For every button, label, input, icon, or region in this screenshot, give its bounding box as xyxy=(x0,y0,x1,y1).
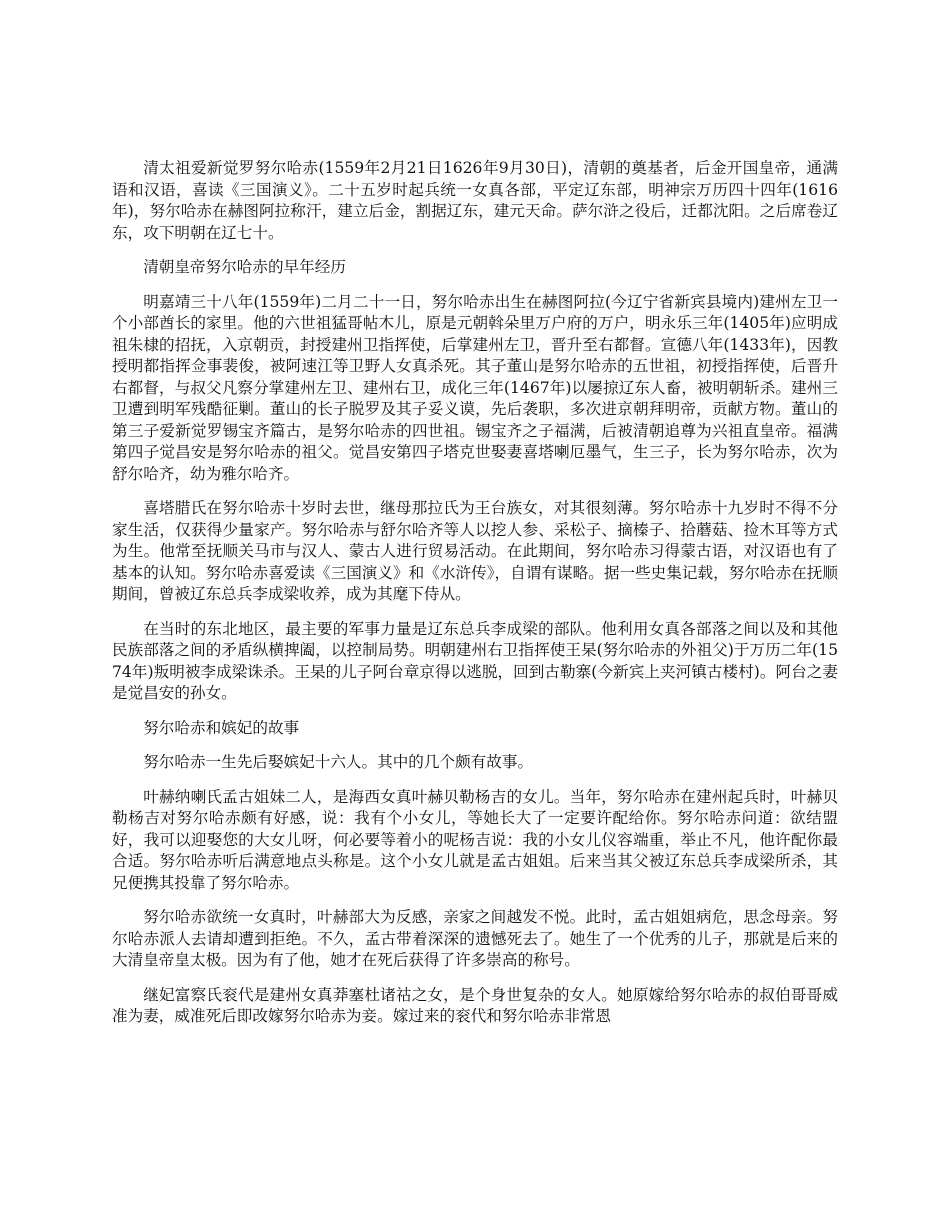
early-life-paragraph-1: 明嘉靖三十八年(1559年)二月二十一日，努尔哈赤出生在赫图阿拉(今辽宁省新宾县境内)建州左卫一个小部酋长的家里。他的六世祖猛哥帖木儿，原是元朝斡朵里万户府的万户，明永乐三年(1405年)应明成祖朱棣的招抚，入京朝贡，封授建州卫指挥使，后掌建州左卫，晋升至右都督。宣德八年(1433年)，因教授明都指挥佥事裴俊，被阿速江等卫野人女真杀死。其子董山是努尔哈赤的五世祖，初授指挥使，后晋升右都督，与叔父凡察分掌建州左卫、建州右卫，成化三年(1467年)以屡掠辽东人畜，被明朝斩杀。建州三卫遭到明军残酷征剿。董山的长子脱罗及其子妥义谟，先后袭职，多次进京朝拜明帝，贡献方物。董山的第三子爱新觉罗锡宝齐篇古，是努尔哈赤的四世祖。锡宝齐之子福满，后被清朝追尊为兴祖直皇帝。福满第四子觉昌安是努尔哈赤的祖父。觉昌安第四子塔克世娶妻喜塔喇厄墨气，生三子，长为努尔哈赤，次为舒尔哈齐，幼为雅尔哈齐。 xyxy=(112,292,838,483)
consorts-paragraph-4: 继妃富察氏衮代是建州女真莽塞杜诸祜之女，是个身世复杂的女人。她原嫁给努尔哈赤的叔伯哥哥威准为妻，威准死后即改嫁努尔哈赤为妾。嫁过来的衮代和努尔哈赤非常恩 xyxy=(112,985,838,1025)
section-heading-consorts: 努尔哈赤和嫔妃的故事 xyxy=(143,718,300,737)
document-page xyxy=(112,158,838,1041)
intro-paragraph: 清太祖爱新觉罗努尔哈赤(1559年2月21日1626年9月30日)，清朝的奠基者，后金开国皇帝，通满语和汉语，喜读《三国演义》。二十五岁时起兵统一女真各部，平定辽东部，明神宗万历四十四年(1616年)，努尔哈赤在赫图阿拉称汗，建立后金，割据辽东，建元天命。萨尔浒之役后，迁都沈阳。之后席卷辽东，攻下明朝在辽七十。 xyxy=(112,159,838,242)
section-heading-early-life: 清朝皇帝努尔哈赤的早年经历 xyxy=(143,258,346,276)
consorts-paragraph-1: 努尔哈赤一生先后娶嫔妃十六人。其中的几个颇有故事。 xyxy=(143,753,534,771)
early-life-paragraph-2: 喜塔腊氏在努尔哈赤十岁时去世，继母那拉氏为王台族女，对其很刻薄。努尔哈赤十九岁时不得不分家生活，仅获得少量家产。努尔哈赤与舒尔哈齐等人以挖人参、采松子、摘榛子、拾蘑菇、捡木耳等方式为生。他常至抚顺关马市与汉人、蒙古人进行贸易活动。在此期间，努尔哈赤习得蒙古语，对汉语也有了基本的认知。努尔哈赤喜爱读《三国演义》和《水浒传》，自谓有谋略。据一些史集记载，努尔哈赤在抚顺期间，曾被辽东总兵李成梁收养，成为其麾下侍从。 xyxy=(112,499,838,603)
consorts-paragraph-2: 叶赫纳喇氏孟古姐妹二人，是海西女真叶赫贝勒杨吉的女儿。当年，努尔哈赤在建州起兵时，叶赫贝勒杨吉对努尔哈赤颇有好感，说：我有个小女儿，等她长大了一定要许配给你。努尔哈赤问道：欲结盟好，我可以迎娶您的大女儿呀，何必要等着小的呢杨吉说：我的小女儿仪容端重，举止不凡，他许配你最合适。努尔哈赤听后满意地点头称是。这个小女儿就是孟古姐姐。后来当其父被辽东总兵李成梁所杀，其兄便携其投靠了努尔哈赤。 xyxy=(112,787,838,892)
early-life-paragraph-3: 在当时的东北地区，最主要的军事力量是辽东总兵李成梁的部队。他利用女真各部落之间以及和其他民族部落之间的矛盾纵横捭阖，以控制局势。明朝建州右卫指挥使王杲(努尔哈赤的外祖父)于万历二年(1574年)叛明被李成梁诛杀。王杲的儿子阿台章京得以逃脱，回到古勒寨(今新宾上夹河镇古楼村)。阿台之妻是觉昌安的孙女。 xyxy=(112,619,838,702)
consorts-paragraph-3: 努尔哈赤欲统一女真时，叶赫部大为反感，亲家之间越发不悦。此时，孟古姐姐病危，思念母亲。努尔哈赤派人去请却遭到拒绝。不久，孟古带着深深的遗憾死去了。她生了一个优秀的儿子，那就是后来的大清皇帝皇太极。因为有了他，她才在死后获得了许多崇高的称号。 xyxy=(112,908,838,969)
